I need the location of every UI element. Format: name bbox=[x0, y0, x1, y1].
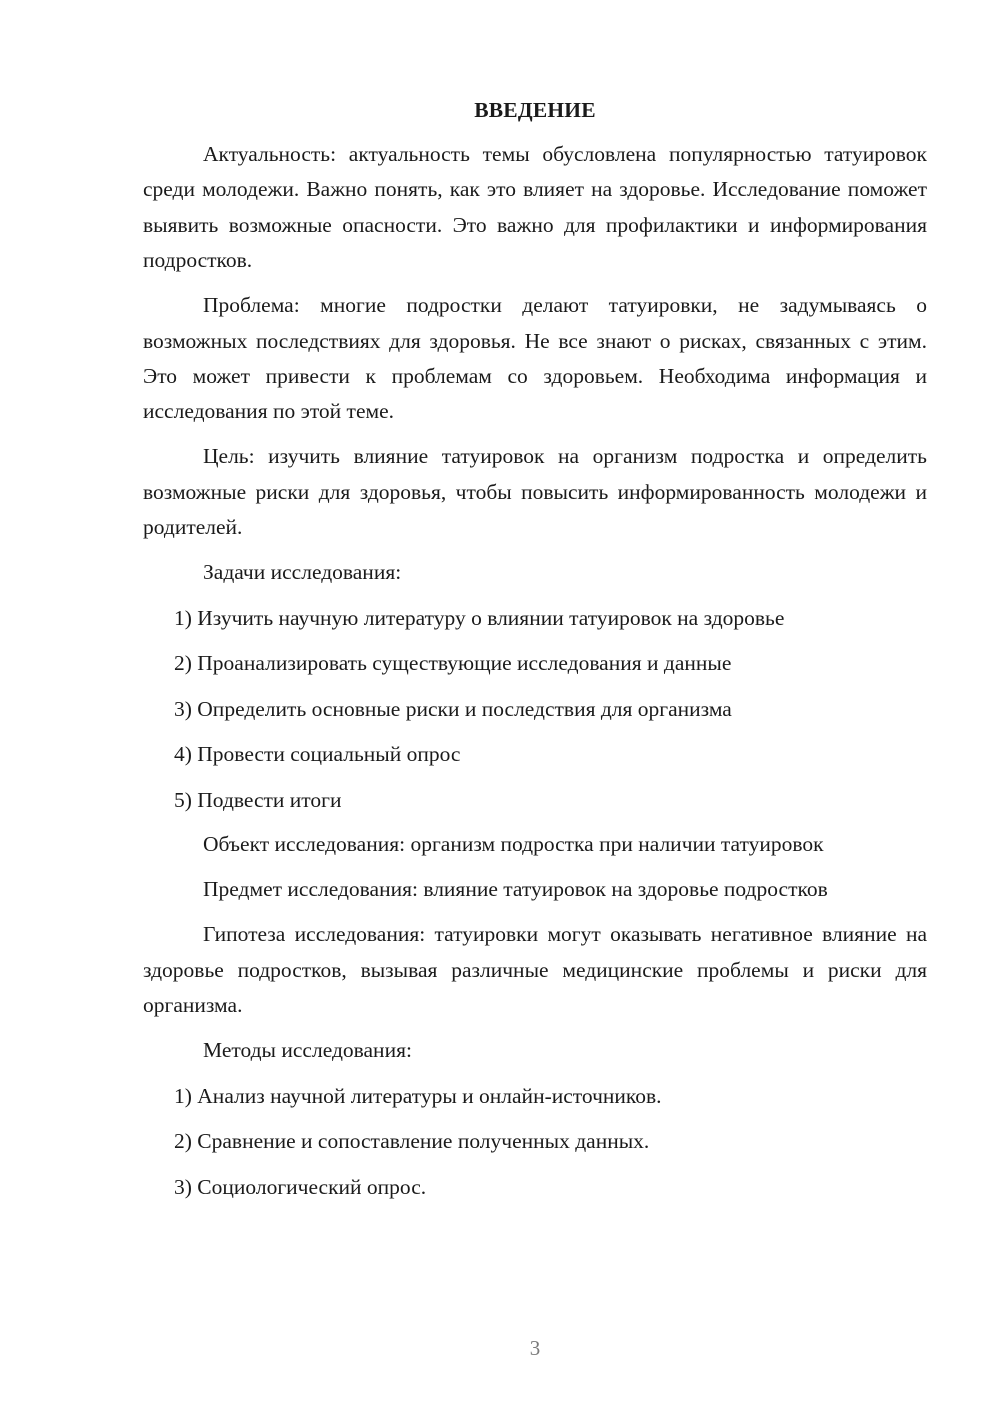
list-item-task-4: 4) Провести социальный опрос bbox=[174, 742, 461, 767]
list-item-task-2: 2) Проанализировать существующие исследования и данные bbox=[174, 651, 732, 676]
page-content bbox=[143, 92, 927, 1214]
page-title: ВВЕДЕНИЕ bbox=[474, 98, 596, 122]
list-item-task-1: 1) Изучить научную литературу о влиянии татуировок на здоровье bbox=[174, 605, 785, 630]
methods-heading: Методы исследования: bbox=[203, 1037, 412, 1062]
paragraph-object: Объект исследования: организм подростка при наличии татуировок bbox=[203, 832, 824, 857]
paragraph-relevance: Актуальность: актуальность темы обусловлена популярностью татуировок среди молодежи. Важно понять, как это влияет на здоровье. Исследование поможет выявить возможные опасности. Это важно для профилактики и информирования подростков. bbox=[143, 142, 927, 273]
paragraph-problem: Проблема: многие подростки делают татуировки, не задумываясь о возможных последствиях для здоровья. Не все знают о рисках, связанных с этим. Это может привести к проблемам со здоровьем. Необходима информация и исследования по этой теме. bbox=[143, 293, 927, 424]
list-item-method-2: 2) Сравнение и сопоставление полученных данных. bbox=[174, 1129, 650, 1154]
list-item-method-1: 1) Анализ научной литературы и онлайн-источников. bbox=[174, 1083, 662, 1108]
paragraph-hypothesis: Гипотеза исследования: татуировки могут оказывать негативное влияние на здоровье подростков, вызывая различные медицинские проблемы и риски для организма. bbox=[143, 922, 927, 1017]
methods-list bbox=[143, 1078, 927, 1205]
page-number: 3 bbox=[529, 1336, 541, 1360]
list-item-task-5: 5) Подвести итоги bbox=[174, 787, 342, 812]
paragraph-subject: Предмет исследования: влияние татуировок на здоровье подростков bbox=[203, 877, 828, 902]
tasks-heading: Задачи исследования: bbox=[203, 559, 402, 584]
tasks-list bbox=[143, 600, 927, 818]
paragraph-goal: Цель: изучить влияние татуировок на организм подростка и определить возможные риски для здоровья, чтобы повысить информированность молодежи и родителей. bbox=[143, 444, 927, 540]
list-item-task-3: 3) Определить основные риски и последствия для организма bbox=[174, 696, 732, 721]
list-item-method-3: 3) Социологический опрос. bbox=[174, 1174, 427, 1199]
